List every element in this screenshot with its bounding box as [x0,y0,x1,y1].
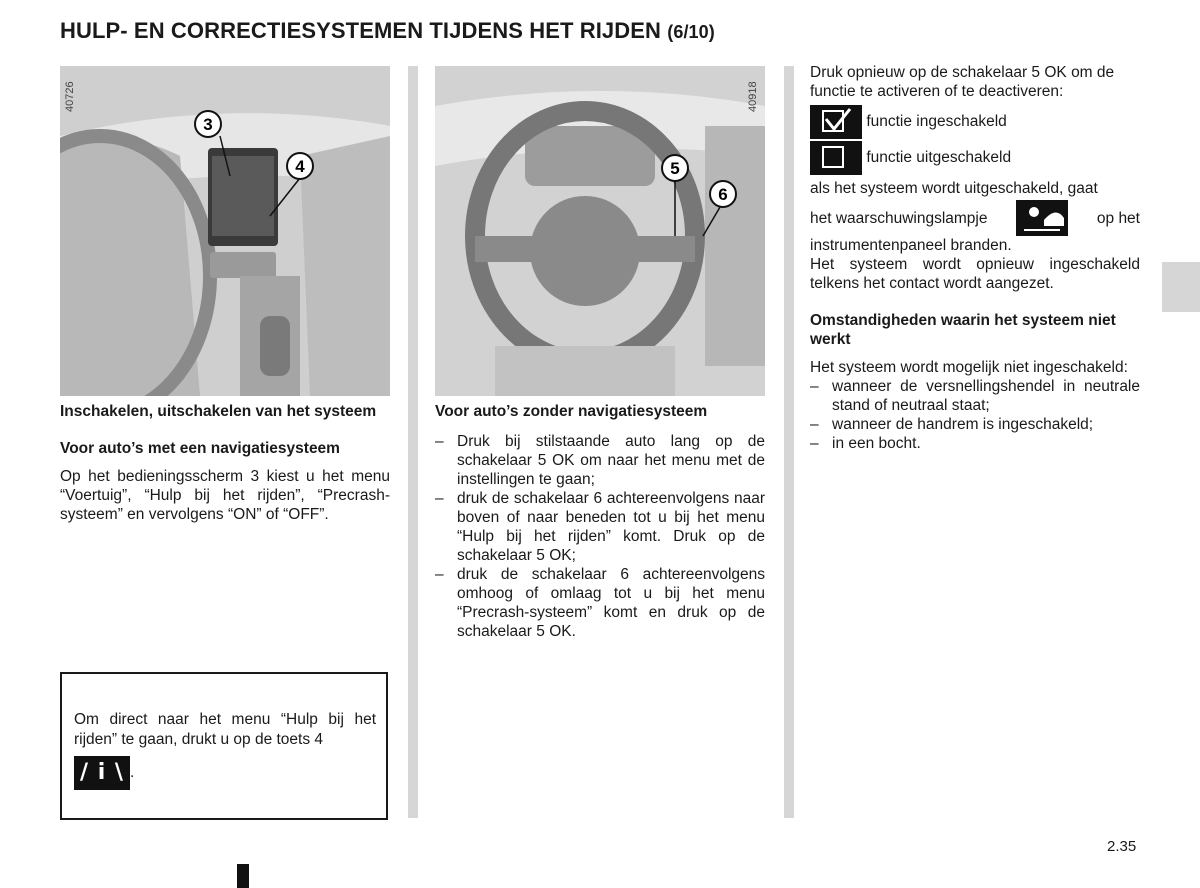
col3-text [810,63,1140,453]
list-dash: – [810,435,819,452]
list-item [435,432,765,489]
figure-ref: 40918 [747,81,759,112]
driving-assist-icon: / i \ [74,756,130,790]
empty-box-icon [810,141,862,175]
page-indicator: (6/10) [667,22,715,42]
col2-text [435,402,765,641]
warning-text-a: het waarschuwingslampje [810,209,988,227]
dashboard-photo [60,66,390,396]
page-title [60,18,715,44]
section-tab [1162,262,1200,312]
figure-ref: 40726 [64,81,76,112]
section-heading: Inschakelen, uitschakelen van het systeem [60,403,377,420]
col1-text [60,402,390,524]
status-on-label: functie ingeschakeld [866,113,1007,131]
warning-text-b: op het [1096,209,1140,227]
callout-3: 3 [203,115,213,134]
list-dash: – [435,490,444,507]
list-item-text: druk de schakelaar 6 achtereenvolgens naar boven of naar beneden tot u bij het menu “Hulp bij het rijden” komt. Druk op de schakelaar 5 OK; [457,490,765,564]
list-dash: – [810,378,819,395]
reenable-paragraph: Het systeem wordt opnieuw ingeschakeld telkens het contact wordt aangezet. [810,256,1140,292]
column-divider [784,66,794,818]
list-item [435,489,765,565]
list-dash: – [435,433,444,450]
intro-paragraph: Druk opnieuw op de schakelaar 5 OK om de functie te activeren of te deactiveren: [810,64,1115,100]
list-item [435,565,765,641]
warning-lamp-row [810,200,1140,236]
list-item-text: wanneer de handrem is ingeschakeld; [832,416,1094,433]
note-sentence: Om direct naar het menu “Hulp bij het rijden” te gaan, drukt u op de toets 4 [74,711,376,748]
note-text [74,710,376,790]
list-item [810,434,1140,453]
section-heading: Omstandigheden waarin het systeem niet werkt [810,312,1116,348]
page-number: 2.35 [1107,838,1137,855]
body-paragraph: Het systeem wordt mogelijk niet ingeschakeld: [810,359,1128,376]
list-item [810,377,1140,415]
instruction-list [435,432,765,641]
note-suffix: . [130,764,135,782]
status-off-row [810,141,1140,175]
list-dash: – [810,416,819,433]
callout-4: 4 [295,157,305,176]
collision-warning-lamp-icon [1016,200,1068,236]
warning-line: als het systeem wordt uitgeschakeld, gaat [810,180,1098,197]
list-item [810,415,1140,434]
condition-list [810,377,1140,453]
status-on-row [810,105,1140,139]
list-item-text: Druk bij stilstaande auto lang op de schakelaar 5 OK om naar het menu met de instellingen te gaan; [457,433,765,488]
title-text: HULP- EN CORRECTIESYSTEMEN TIJDENS HET RIJDEN [60,18,662,43]
list-item-text: wanneer de versnellingshendel in neutrale stand of neutraal staat; [832,378,1140,414]
callout-5: 5 [670,159,680,178]
warning-line: instrumentenpaneel branden. [810,237,1012,254]
list-dash: – [435,566,444,583]
list-item-text: in een bocht. [832,435,921,452]
status-off-label: functie uitgeschakeld [866,149,1012,167]
checked-box-icon [810,105,862,139]
subsection-heading: Voor auto’s met een navigatiesysteem [60,440,340,457]
note-box [60,672,388,820]
column-divider [408,66,418,818]
body-paragraph: Op het bedieningsscherm 3 kiest u het menu “Voertuig”, “Hulp bij het rijden”, “Precrash-systeem” en vervolgens “ON” of “OFF”. [60,468,390,523]
list-item-text: druk de schakelaar 6 achtereenvolgens omhoog of omlaag tot u bij het menu “Precrash-systeem” komt en druk op de schakelaar 5 OK. [457,566,765,640]
section-heading: Voor auto’s zonder navigatiesysteem [435,403,708,420]
crop-mark [237,864,249,888]
callout-6: 6 [718,185,728,204]
steering-wheel-photo [435,66,765,396]
